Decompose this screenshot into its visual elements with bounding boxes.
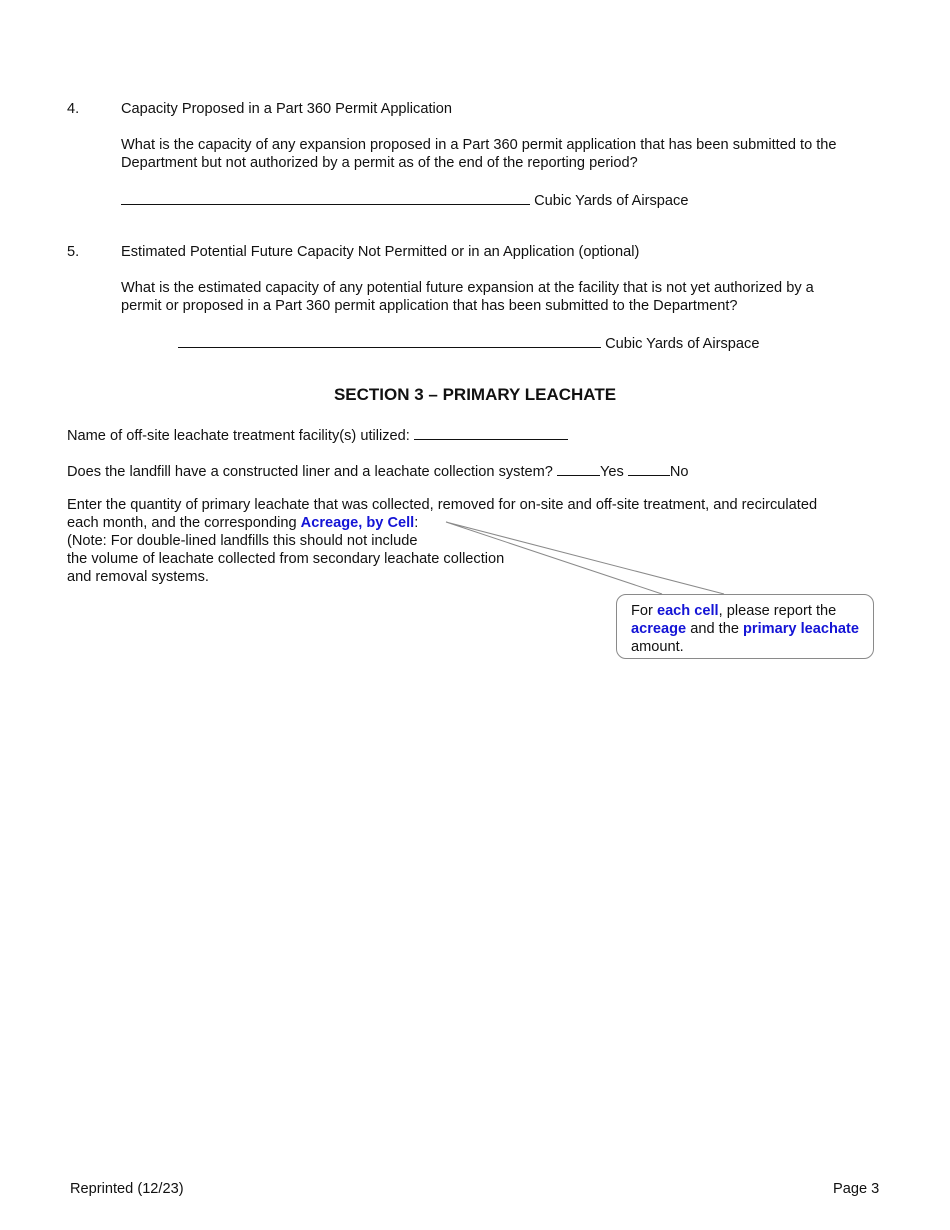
q4-question-line1: What is the capacity of any expansion proposed in a Part 360 permit application that has been submitted to the — [121, 137, 837, 153]
callout-primary-leachate: primary leachate — [743, 621, 860, 637]
q5-question-line2: permit or proposed in a Part 360 permit application that has been submitted to the Department? — [121, 298, 738, 314]
q4-question-line2: Department but not authorized by a permit as of the end of the reporting period? — [121, 155, 638, 171]
q5-title: Estimated Potential Future Capacity Not Permitted or in an Application (optional) — [121, 244, 640, 260]
callout-text: amount. — [631, 639, 684, 655]
callout-each-cell: each cell — [656, 603, 719, 619]
q5-number: 5. — [67, 244, 80, 260]
callout-acreage: acreage — [631, 621, 687, 637]
footer-page-number: Page 3 — [833, 1181, 880, 1197]
liner-yes-label: Yes — [600, 464, 624, 480]
liner-question: Does the landfill have a constructed liner and a leachate collection system? — [67, 464, 553, 480]
callout-text: and the — [686, 621, 743, 637]
instructions-line2-colon: : — [414, 515, 419, 531]
liner-no-label: No — [669, 464, 689, 480]
note-line3: and removal systems. — [67, 569, 209, 585]
section3-heading: SECTION 3 – PRIMARY LEACHATE — [333, 385, 617, 404]
q5-unit: Cubic Yards of Airspace — [605, 336, 760, 352]
note-line2: the volume of leachate collected from secondary leachate collection — [67, 551, 505, 567]
instructions-line1: Enter the quantity of primary leachate that was collected, removed for on-site and off-site treatment, and recirculated — [67, 497, 818, 513]
offsite-facility-label: Name of off-site leachate treatment facility(s) utilized: — [67, 428, 410, 444]
callout-text: , please report the — [718, 603, 837, 619]
q4-title: Capacity Proposed in a Part 360 Permit Application — [121, 101, 452, 117]
callout-text: For — [631, 603, 657, 619]
q5-question-line1: What is the estimated capacity of any potential future expansion at the facility that is not yet authorized by a — [121, 280, 814, 296]
acreage-by-cell-link[interactable]: Acreage, by Cell — [300, 515, 415, 531]
q4-unit: Cubic Yards of Airspace — [534, 193, 689, 209]
q4-number: 4. — [67, 101, 80, 117]
callout-comment — [616, 594, 874, 659]
note-line1: (Note: For double-lined landfills this should not include — [67, 533, 418, 549]
instructions-line2-text: each month, and the corresponding — [67, 515, 301, 531]
footer-reprinted: Reprinted (12/23) — [70, 1181, 184, 1197]
